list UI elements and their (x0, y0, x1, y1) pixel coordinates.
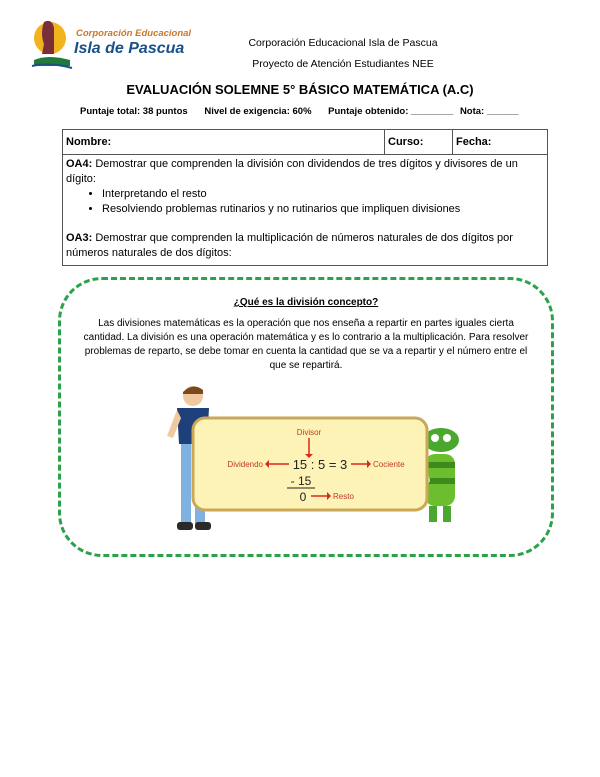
page-title: EVALUACIÓN SOLEMNE 5° BÁSICO MATEMÁTICA (A.C) (126, 82, 474, 97)
objectives (66, 157, 544, 261)
division-illustration (163, 382, 475, 544)
remainder-label: Resto (333, 492, 354, 501)
logo (30, 14, 192, 72)
score-row (80, 106, 533, 117)
list-item: • Interpretando el resto (102, 187, 544, 202)
subtraction: - 15 (290, 474, 312, 488)
objective-oa3 (66, 231, 544, 261)
institution-name: Corporación Educacional Isla de Pascua (248, 37, 438, 49)
name-field[interactable]: Nombre: (63, 130, 385, 154)
program-name: Proyecto de Atención Estudiantes NEE (252, 58, 434, 70)
total-score: Puntaje total: 38 puntos (80, 106, 188, 117)
grade-field[interactable]: Nota: ______ (459, 106, 519, 117)
oa4-label: OA4: (66, 158, 93, 170)
concept-title: ¿Qué es la división concepto? (233, 297, 379, 308)
obtained-score[interactable]: Puntaje obtenido: ________ (328, 106, 454, 117)
date-field[interactable]: Fecha: (456, 136, 492, 148)
header-row (63, 130, 547, 155)
course-field[interactable]: Curso: (385, 130, 453, 154)
logo-line2: Isla de Pascua (74, 40, 185, 57)
remainder-value: 0 (299, 490, 307, 504)
dividend-label: Dividendo (227, 460, 263, 469)
divisor-label: Divisor (296, 428, 322, 437)
list-item: • Resolviendo problemas rutinarios y no rutinarios que impliquen divisiones (102, 202, 544, 217)
logo-line1: Corporación Educacional (76, 28, 192, 39)
moai-logo-icon (30, 14, 74, 72)
division-diagram (163, 382, 475, 544)
equation: 15 : 5 = 3 (292, 457, 348, 472)
oa4-text: Demostrar que comprenden la división con dividendos de tres dígitos y divisores de un dígito: (66, 158, 518, 185)
quotient-label: Cociente (373, 460, 405, 469)
concept-text: Las divisiones matemáticas es la operación que nos enseña a repartir en partes iguales cierta cantidad. La división es una operación matemática y es lo contrario a la multiplicación. Para resolver problemas de reparto, se debe tomar en cuenta la cantidad que se va a repartir y el número entre el que se repartirá. (83, 318, 529, 371)
oa3-text: Demostrar que comprenden la multiplicación de números naturales de dos dígitos por números naturales de dos dígitos: (66, 232, 513, 259)
requirement-level: Nivel de exigencia: 60% (204, 106, 312, 117)
oa3-label: OA3: (66, 232, 93, 244)
objective-oa4 (66, 157, 544, 187)
student-info-table (62, 129, 548, 266)
oa4-bullets (66, 187, 544, 217)
